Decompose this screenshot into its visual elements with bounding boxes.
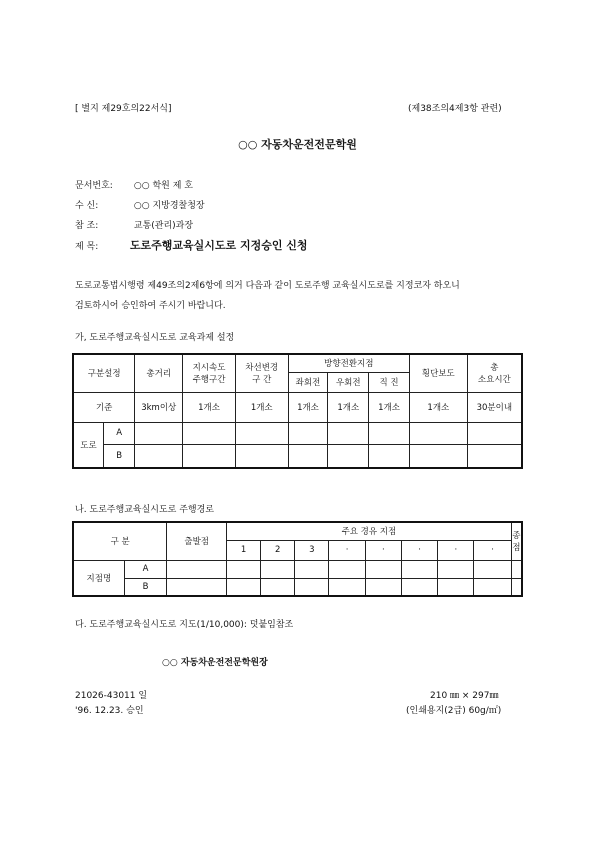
recipient-value: ○○ 지방경찰청장 <box>133 201 205 211</box>
route-header-start: 출발점 <box>167 522 227 560</box>
route-b-start[interactable] <box>167 578 227 596</box>
route-a-w8[interactable] <box>474 560 511 578</box>
route-b-w6[interactable] <box>401 578 437 596</box>
standard-right: 1개소 <box>328 392 369 422</box>
recipient-label: 수 신: <box>75 201 99 211</box>
route-a-w5[interactable] <box>365 560 401 578</box>
paper-size: 210 ㎜ × 297㎜ <box>430 691 499 701</box>
header-total-time: 총 소요시간 <box>467 354 522 392</box>
route-b-w1[interactable] <box>227 578 261 596</box>
row-a-straight[interactable] <box>369 422 410 445</box>
route-a-w1[interactable] <box>227 560 261 578</box>
doc-number-row <box>75 178 193 191</box>
standard-crosswalk: 1개소 <box>409 392 467 422</box>
header-left-turn: 좌회전 <box>288 372 328 392</box>
standard-speed: 1개소 <box>183 392 236 422</box>
subject-label: 제 목: <box>75 242 99 252</box>
route-a-w3[interactable] <box>295 560 329 578</box>
row-b-lane[interactable] <box>235 445 288 468</box>
route-row-b-label: B <box>124 578 167 596</box>
standard-label: 기준 <box>73 392 135 422</box>
header-direction: 방향전환지점 <box>288 354 409 372</box>
route-header-category: 구 분 <box>73 522 167 560</box>
section-c-title: 다. 도로주행교육실시도로 지도(1/10,000): 덧붙임참조 <box>75 620 294 630</box>
header-crosswalk: 횡단보도 <box>409 354 467 392</box>
header-straight: 직 진 <box>369 372 410 392</box>
route-header-waypoints: 주요 경유 지점 <box>227 522 512 540</box>
header-lane-change: 차선변경 구 간 <box>235 354 288 392</box>
row-a-speed[interactable] <box>183 422 236 445</box>
row-b-time[interactable] <box>467 445 522 468</box>
reference-value: 교통(관리)과장 <box>133 221 194 231</box>
road-row-a-label: A <box>104 423 134 446</box>
route-b-w3[interactable] <box>295 578 329 596</box>
route-header-end: 종점 <box>511 522 522 560</box>
route-a-w2[interactable] <box>261 560 295 578</box>
waypoint-2: 2 <box>261 540 295 560</box>
task-table <box>72 353 523 469</box>
waypoint-dot-1: · <box>329 540 365 560</box>
paper-spec: (인쇄용지(2급) 60g/㎡) <box>406 706 502 716</box>
subject-value: 도로주행교육실시도로 지정승인 신청 <box>129 239 308 252</box>
standard-lane: 1개소 <box>235 392 288 422</box>
form-reference: [ 별지 제29호의22서식] <box>75 104 172 114</box>
row-a-right[interactable] <box>328 422 369 445</box>
route-row-a-label: A <box>124 560 167 578</box>
section-a-title: 가, 도로주행교육실시도로 교육과제 설정 <box>75 333 235 343</box>
route-a-start[interactable] <box>167 560 227 578</box>
row-b-straight[interactable] <box>369 445 410 468</box>
law-reference: (제38조의4제3항 관련) <box>408 104 502 114</box>
approval-date: '96. 12.23. 승인 <box>75 706 144 716</box>
doc-number-label: 문서번호: <box>75 181 113 191</box>
waypoint-1: 1 <box>227 540 261 560</box>
row-a-left[interactable] <box>288 422 328 445</box>
standard-time: 30분이내 <box>467 392 522 422</box>
waypoint-dot-4: · <box>438 540 474 560</box>
route-a-w4[interactable] <box>329 560 365 578</box>
route-b-w5[interactable] <box>365 578 401 596</box>
row-b-speed[interactable] <box>183 445 236 468</box>
route-a-w6[interactable] <box>401 560 437 578</box>
section-b-title: 나. 도로주행교육실시도로 주행경로 <box>75 505 214 515</box>
road-label: 도로 <box>74 423 104 467</box>
row-b-distance[interactable] <box>135 445 183 468</box>
route-b-end[interactable] <box>511 578 522 596</box>
form-number: 21026-43011 일 <box>75 691 148 701</box>
header-distance: 총거리 <box>135 354 183 392</box>
waypoint-dot-5: · <box>474 540 511 560</box>
signature: ○○ 자동차운전전문학원장 <box>162 658 268 668</box>
recipient-row <box>75 198 205 211</box>
waypoint-dot-3: · <box>401 540 437 560</box>
row-b-left[interactable] <box>288 445 328 468</box>
row-b-crosswalk[interactable] <box>409 445 467 468</box>
road-row-b-label: B <box>116 450 123 461</box>
location-label: 지점명 <box>73 560 124 596</box>
subject-row <box>75 237 308 253</box>
route-a-end[interactable] <box>511 560 522 578</box>
body-text-line1: 도로교통법시행령 제49조의2제6항에 의거 다음과 같이 도로주행 교육실시도로를 지정코자 하오니 <box>75 281 460 291</box>
route-b-w7[interactable] <box>438 578 474 596</box>
reference-row <box>75 218 193 231</box>
doc-number-value: ○○ 학원 제 호 <box>133 181 193 191</box>
route-b-w4[interactable] <box>329 578 365 596</box>
body-text-line2: 검토하시어 승인하여 주시기 바랍니다. <box>75 301 226 311</box>
route-table <box>72 521 523 597</box>
row-a-distance[interactable] <box>135 422 183 445</box>
waypoint-dot-2: · <box>365 540 401 560</box>
header-speed: 지시속도 주행구간 <box>183 354 236 392</box>
waypoint-3: 3 <box>295 540 329 560</box>
route-a-w7[interactable] <box>438 560 474 578</box>
reference-label: 참 조: <box>75 221 99 231</box>
standard-straight: 1개소 <box>369 392 410 422</box>
org-title: ○○ 자동차운전전문학원 <box>238 138 357 151</box>
standard-left: 1개소 <box>288 392 328 422</box>
header-right-turn: 우회전 <box>328 372 369 392</box>
row-a-time[interactable] <box>467 422 522 445</box>
row-b-right[interactable] <box>328 445 369 468</box>
row-a-lane[interactable] <box>235 422 288 445</box>
standard-distance: 3km이상 <box>135 392 183 422</box>
road-cell <box>73 422 135 468</box>
route-b-w8[interactable] <box>474 578 511 596</box>
row-a-crosswalk[interactable] <box>409 422 467 445</box>
route-b-w2[interactable] <box>261 578 295 596</box>
header-category: 구분설정 <box>73 354 135 392</box>
